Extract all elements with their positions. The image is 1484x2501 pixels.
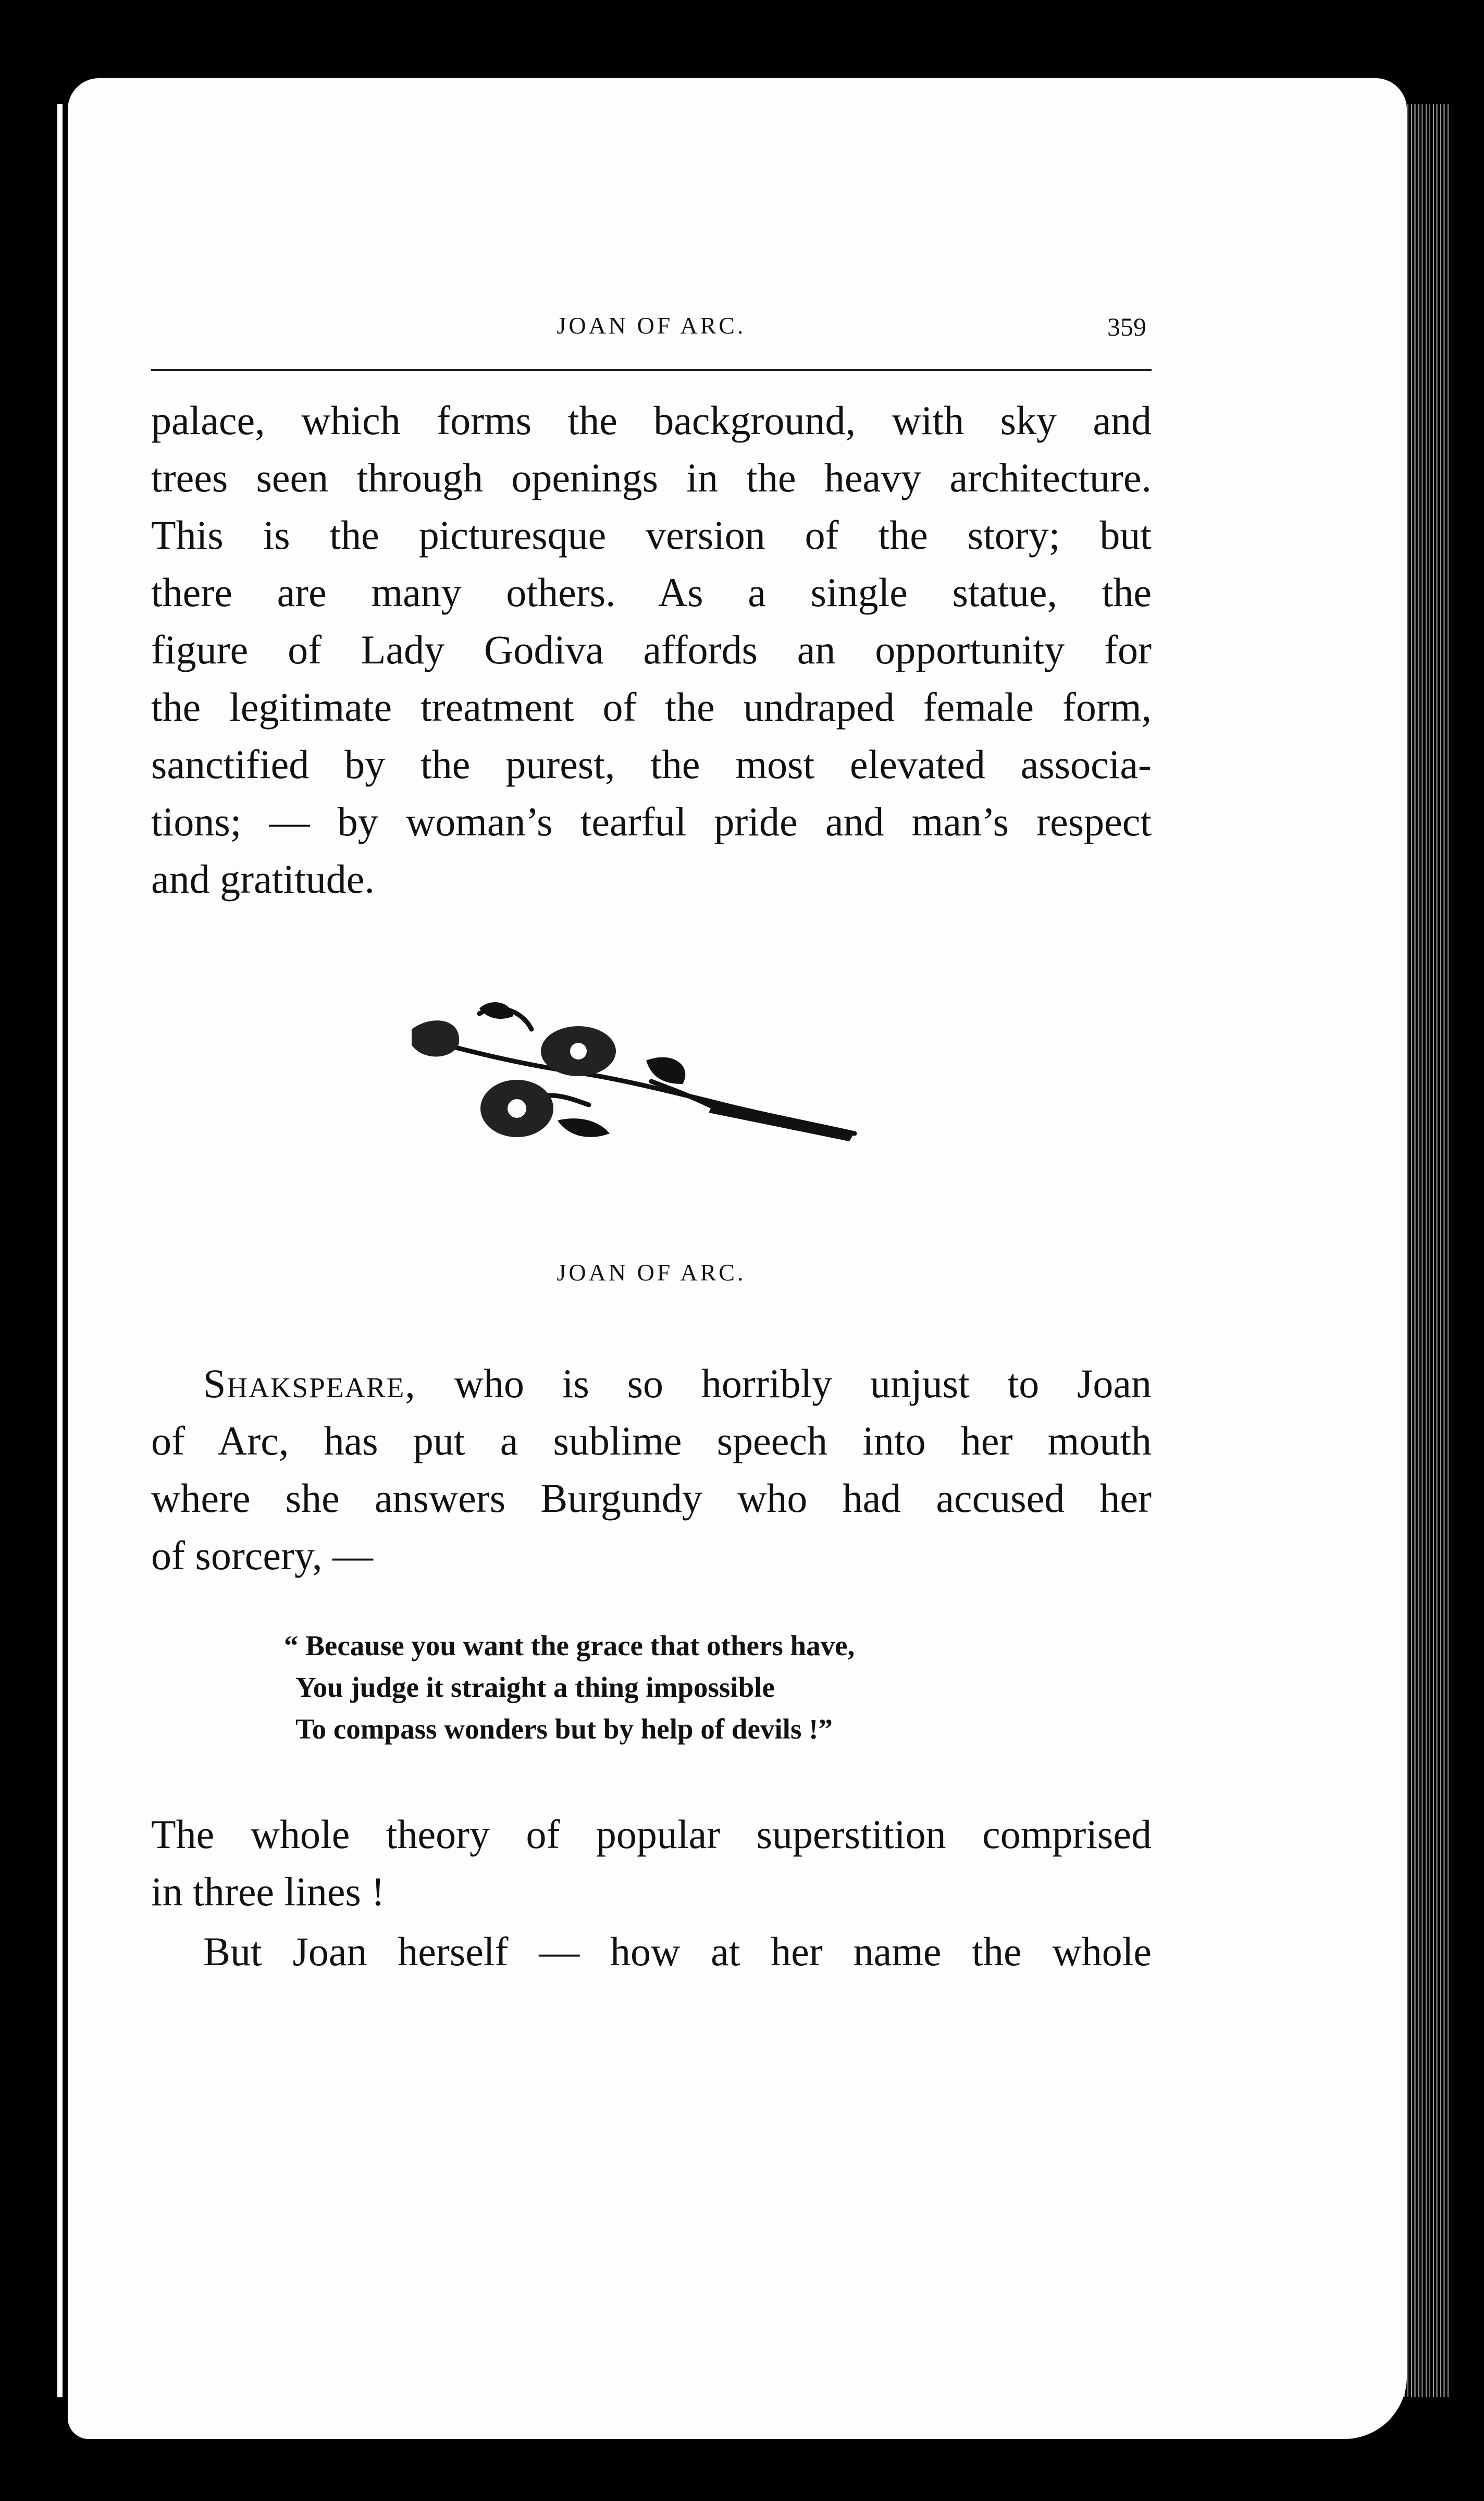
verse-line: To compass wonders but by help of devils !”: [295, 1713, 833, 1745]
section-title: JOAN OF ARC.: [556, 1259, 746, 1286]
text-line: The whole theory of popular superstition comprised: [151, 1812, 1152, 1857]
text-line: in three lines !: [151, 1869, 385, 1914]
text-run: who is so horribly unjust to Joan: [416, 1361, 1152, 1406]
paragraph-4: [151, 1923, 1152, 1980]
verse-line: “ Because you want the grace that others have,: [284, 1630, 855, 1661]
text-line: figure of Lady Godiva affords an opportunity for: [151, 627, 1152, 672]
text-line: of Arc, has put a sublime speech into her mouth: [151, 1418, 1152, 1463]
text-line: This is the picturesque version of the story; but: [151, 512, 1152, 558]
text-line: the legitimate treatment of the undraped female form,: [151, 684, 1152, 730]
text-line: and gratitude.: [151, 856, 375, 902]
text-line: tions; — by woman’s tearful pride and man’s respect: [151, 799, 1152, 844]
text-line: [151, 1355, 1152, 1412]
paragraph-1: [151, 392, 1152, 908]
paragraph-3: [151, 1806, 1152, 1920]
text-line: sanctified by the purest, the most elevated associa-: [151, 742, 1152, 787]
page-edge-left: [57, 104, 63, 2397]
header-rule: [151, 369, 1152, 371]
text-line: trees seen through openings in the heavy architecture.: [151, 455, 1152, 500]
text-line: of sorcery, —: [151, 1533, 373, 1578]
text-line: But Joan herself — how at her name the whole: [203, 1929, 1152, 1974]
text-line: where she answers Burgundy who had accused her: [151, 1475, 1152, 1521]
text-line: there are many others. As a single statue, the: [151, 570, 1152, 615]
verse-line: You judge it straight a thing impossible: [295, 1671, 775, 1703]
page-number: 359: [1107, 312, 1146, 341]
text-line: palace, which forms the background, with sky and: [151, 398, 1152, 443]
verse-quotation: [284, 1625, 1013, 1750]
pansy-vine-ornament-icon: [401, 993, 870, 1165]
running-head: JOAN OF ARC.: [556, 312, 746, 339]
paragraph-2: [151, 1355, 1152, 1584]
page-header: [151, 312, 1152, 353]
small-caps-lead: Shakspeare,: [203, 1361, 416, 1406]
